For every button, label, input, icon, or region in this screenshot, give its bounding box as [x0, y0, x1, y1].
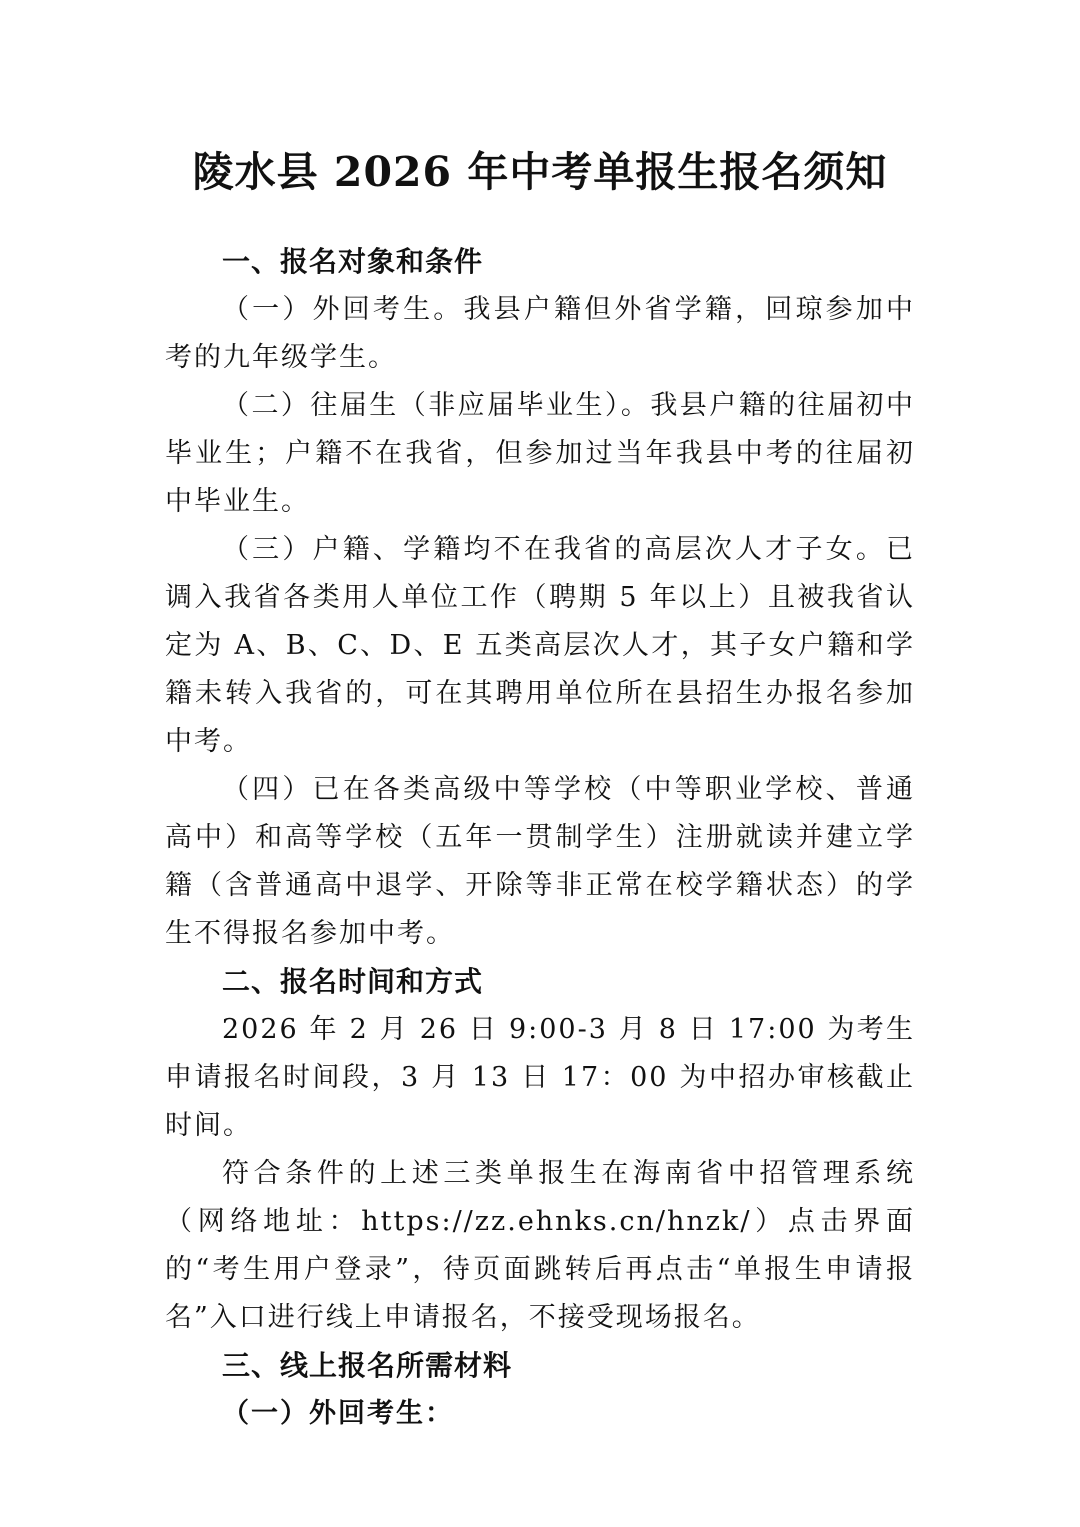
- subsection-heading: （一）外回考生：: [222, 1398, 454, 1429]
- section-heading-3: 三、线上报名所需材料: [222, 1349, 513, 1382]
- document-body: [165, 238, 915, 1438]
- paragraph: （四）已在各类高级中等学校（中等职业学校、普通高中）和高等学校（五年一贯制学生）注册就读并建立学籍（含普通高中退学、开除等非正常在校学籍状态）的学生不得报名参加中考。: [165, 774, 915, 949]
- section-heading-2: 二、报名时间和方式: [222, 965, 484, 998]
- paragraph: （二）往届生（非应届毕业生）。我县户籍的往届初中毕业生；户籍不在我省，但参加过当年我县中考的往届初中毕业生。: [165, 390, 915, 517]
- paragraph: 符合条件的上述三类单报生在海南省中招管理系统（网络地址：https://zz.ehnks.cn/hnzk/）点击界面的“考生用户登录”，待页面跳转后再点击“单报生申请报名”入口进行线上申请报名，不接受现场报名。: [165, 1158, 915, 1333]
- paragraph: 2026 年 2 月 26 日 9:00-3 月 8 日 17:00 为考生申请报名时间段，3 月 13 日 17：00 为中招办审核截止时间。: [165, 1014, 915, 1141]
- paragraph: （一）外回考生。我县户籍但外省学籍，回琼参加中考的九年级学生。: [165, 294, 915, 373]
- section-heading-1: 一、报名对象和条件: [222, 245, 484, 278]
- page-title: 陵水县 2026 年中考单报生报名须知: [192, 148, 888, 196]
- paragraph: （三）户籍、学籍均不在我省的高层次人才子女。已调入我省各类用人单位工作（聘期 5 年以上）且被我省认定为 A、B、C、D、E 五类高层次人才，其子女户籍和学籍未转入我省的，可在其聘用单位所在县招生办报名参加中考。: [165, 534, 915, 757]
